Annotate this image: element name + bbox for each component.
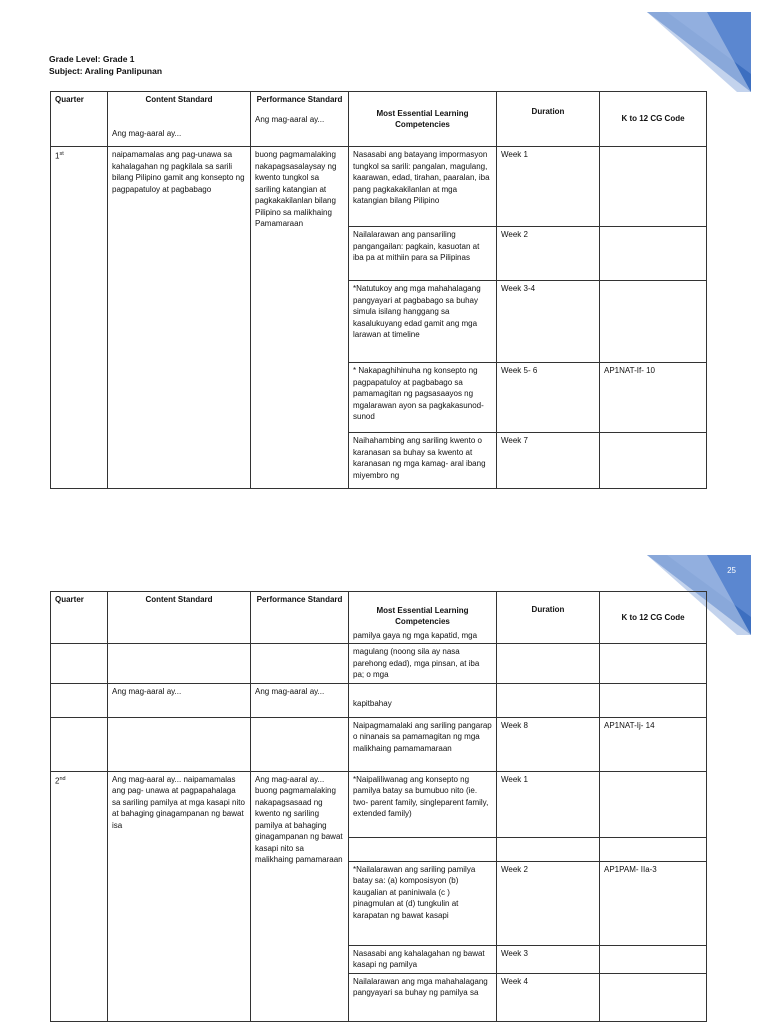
table-row	[51, 644, 707, 684]
melc-cell: *Naipaliliwanag ang konsepto ng pamilya batay sa bumubuo nito (ie. two- parent family, singleparent family, extended family)	[349, 771, 497, 837]
duration-cell: Week 2	[497, 861, 600, 945]
duration-cell: Week 1	[497, 771, 600, 837]
page-2	[0, 555, 768, 1024]
code-cell	[600, 771, 707, 837]
header-melc: Most Essential Learning Competencies	[349, 92, 497, 147]
corner-decoration-icon	[647, 12, 751, 92]
header-quarter: Quarter	[51, 92, 108, 147]
duration-cell: Week 3	[497, 945, 600, 973]
performance-standard-cell	[251, 644, 349, 684]
code-cell	[600, 281, 707, 363]
melc-cell: Nasasabi ang kahalagahan ng bawat kasapi ng pamilya	[349, 945, 497, 973]
table-row	[51, 717, 707, 771]
table-row	[51, 683, 707, 717]
subject: Subject: Araling Panlipunan	[49, 66, 163, 76]
quarter-cell	[51, 644, 108, 684]
duration-cell	[497, 683, 600, 717]
melc-cell	[349, 837, 497, 861]
melc-cell: Nailalarawan ang pansariling pangangailan: pagkain, kasuotan at iba pa at mithiin para sa Pilipinas	[349, 227, 497, 281]
header-duration: Duration	[497, 92, 600, 147]
code-cell: AP1NAT-Ij- 14	[600, 717, 707, 771]
document-meta	[49, 53, 162, 77]
duration-cell: Week 4	[497, 973, 600, 1021]
duration-cell	[497, 837, 600, 861]
duration-cell	[497, 644, 600, 684]
page-gap	[0, 515, 768, 555]
duration-cell: Week 5- 6	[497, 363, 600, 433]
curriculum-table-1	[50, 91, 707, 489]
melc-cell: kapitbahay	[349, 683, 497, 717]
code-cell	[600, 683, 707, 717]
duration-cell: Week 2	[497, 227, 600, 281]
table-row	[51, 147, 707, 227]
melc-cell: * Nakapaghihinuha ng konsepto ng pagpapatuloy at pagbabago sa pamamagitan ng pagsasaayos ng mgalarawan ayon sa pagkakasunod-sunod	[349, 363, 497, 433]
code-cell	[600, 837, 707, 861]
melc-cell: *Nailalarawan ang sariling pamilya batay sa: (a) komposisyon (b) kaugalian at paniniwala (c ) pinagmulan at (d) tungkulin at karapatan ng bawat kasapi	[349, 861, 497, 945]
code-cell	[600, 973, 707, 1021]
grade-level: Grade Level: Grade 1	[49, 54, 135, 64]
melc-cell: Nailalarawan ang mga mahahalagang pangyayari sa buhay ng pamilya sa	[349, 973, 497, 1021]
header-performance-standard: Performance Standard	[251, 592, 349, 644]
duration-cell: Week 7	[497, 433, 600, 489]
melc-cell: *Natutukoy ang mga mahahalagang pangyayari at pagbabago sa buhay simula isilang hanggang sa kasalukuyang edad gamit ang mga larawan at timeline	[349, 281, 497, 363]
table-header	[51, 92, 707, 147]
duration-cell: Week 1	[497, 147, 600, 227]
quarter-cell: 2nd	[51, 771, 108, 1021]
code-cell: AP1NAT-If- 10	[600, 363, 707, 433]
content-standard-cell: naipamamalas ang pag-unawa sa kahalagahan ng pagkilala sa sarili bilang Pilipino gamit ang konsepto ng pagpapatuloy at pagbabago	[108, 147, 251, 489]
header-performance-standard: Performance Standard Ang mag-aaral ay...	[251, 92, 349, 147]
code-cell	[600, 227, 707, 281]
quarter-cell	[51, 717, 108, 771]
code-cell: AP1PAM- IIa-3	[600, 861, 707, 945]
code-cell	[600, 644, 707, 684]
content-standard-cell	[108, 644, 251, 684]
code-cell	[600, 433, 707, 489]
header-quarter: Quarter	[51, 592, 108, 644]
duration-cell: Week 8	[497, 717, 600, 771]
table-header	[51, 592, 707, 644]
duration-cell: Week 3-4	[497, 281, 600, 363]
header-content-standard: Content Standard Ang mag-aaral ay...	[108, 92, 251, 147]
performance-standard-cell: Ang mag-aaral ay... buong pagmamalaking nakapagsasaad ng kwento ng sariling pamilya at bahaging ginagampanan ng bawat kasapi nito sa malikhaing pamamaraan	[251, 771, 349, 1021]
content-standard-cell: Ang mag-aaral ay... naipamamalas ang pag- unawa at pagpapahalaga sa sariling pamilya at mga kasapi nito at bahaging ginagampanan ng bawat isa	[108, 771, 251, 1021]
code-cell	[600, 945, 707, 973]
table-row	[51, 771, 707, 837]
header-duration: Duration	[497, 592, 600, 644]
quarter-cell	[51, 683, 108, 717]
page-number: 25	[727, 566, 736, 575]
content-standard-cell: Ang mag-aaral ay...	[108, 683, 251, 717]
header-melc: Most Essential Learning Competencies pamilya gaya ng mga kapatid, mga	[349, 592, 497, 644]
content-standard-cell	[108, 717, 251, 771]
performance-standard-cell	[251, 717, 349, 771]
melc-cell: Nasasabi ang batayang impormasyon tungkol sa sarili: pangalan, magulang, kaarawan, edad, tirahan, paaralan, iba pang pagkakakilanlan at mga katangian bilang Pilipino	[349, 147, 497, 227]
melc-cell: magulang (noong sila ay nasa parehong edad), mga pinsan, at iba pa; o mga	[349, 644, 497, 684]
performance-standard-cell: buong pagmamalaking nakapagsasalaysay ng kwento tungkol sa sariling katangian at pagkakakilanlan bilang Pilipino sa malikhaing Pamamaraan	[251, 147, 349, 489]
header-code: K to 12 CG Code	[600, 92, 707, 147]
performance-standard-cell: Ang mag-aaral ay...	[251, 683, 349, 717]
melc-cell: Naihahambing ang sariling kwento o karanasan sa buhay sa kwento at karanasan ng mga kamag- aral ibang miyembro ng	[349, 433, 497, 489]
quarter-cell: 1st	[51, 147, 108, 489]
header-code: K to 12 CG Code	[600, 592, 707, 644]
header-content-standard: Content Standard	[108, 592, 251, 644]
code-cell	[600, 147, 707, 227]
curriculum-table-2	[50, 591, 707, 1022]
melc-cell: Naipagmamalaki ang sariling pangarap o ninanais sa pamamagitan ng mga malikhaing pamamamaraan	[349, 717, 497, 771]
